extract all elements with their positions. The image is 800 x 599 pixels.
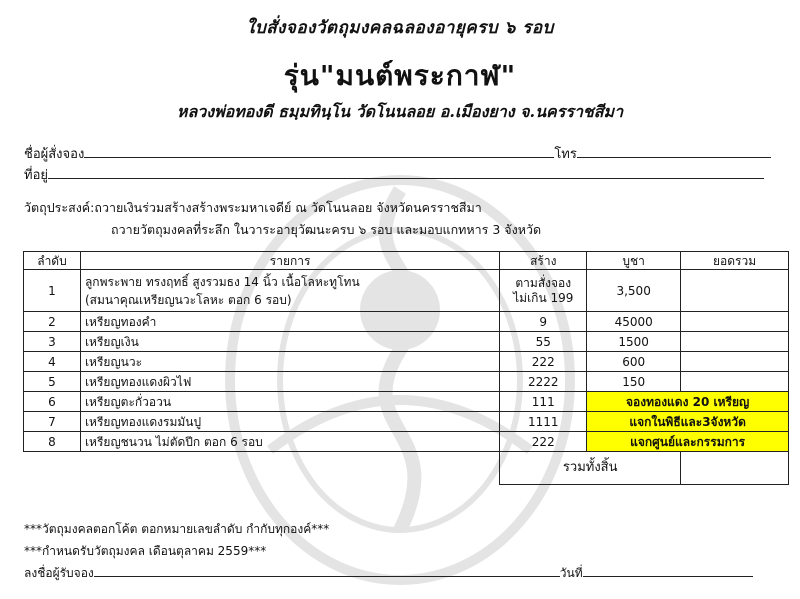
address-field[interactable] bbox=[48, 165, 764, 179]
signature-field[interactable] bbox=[94, 563, 560, 577]
purpose-line-2: ถวายวัตถุมงคลที่ระลึก ในวาระอายุวัฒนะครบ ๖ รอบ และมอบแกทหาร 3 จังหวัด bbox=[111, 222, 542, 237]
header-made: สร้าง bbox=[500, 252, 587, 270]
row-made: 55 bbox=[500, 332, 587, 352]
row-item-line1: ลูกพระพาย ทรงฤทธิ์ สูงรวมธง 14 นิ้ว เนื้อโลหะทูโทน bbox=[84, 274, 360, 289]
form-title: ใบสั่งจองวัตถุมงคลฉลองอายุครบ ๖ รอบ bbox=[246, 18, 554, 38]
row-no: 3 bbox=[24, 332, 81, 352]
table-row bbox=[24, 270, 789, 312]
blank-cell bbox=[80, 452, 499, 485]
row-no: 1 bbox=[24, 270, 81, 312]
row-made: 111 bbox=[500, 392, 587, 412]
row-no: 6 bbox=[24, 392, 81, 412]
row-made-line2: ไม่เกิน 199 bbox=[513, 290, 574, 305]
grand-total-label: รวมทั้งสิ้น bbox=[500, 452, 681, 485]
row-made: 2222 bbox=[500, 372, 587, 392]
footer-note-2: ***กำหนดรับวัตถุมงคล เดือนตุลาคม 2559*** bbox=[24, 544, 267, 558]
table-row bbox=[24, 372, 789, 392]
monk-temple-line: หลวงพ่อทองดี ธมฺมทินฺโน วัดโนนลอย อ.เมืองยาง จ.นครราชสีมา bbox=[176, 102, 624, 121]
phone-label: โทร bbox=[554, 147, 577, 162]
signature-row bbox=[24, 563, 753, 583]
header-no: ลำดับ bbox=[24, 252, 81, 270]
row-item: เหรียญชนวน ไม่ตัดปีก ตอก 6 รอบ bbox=[80, 432, 499, 452]
row-no: 2 bbox=[24, 312, 81, 332]
phone-field[interactable] bbox=[577, 144, 771, 158]
row-no: 5 bbox=[24, 372, 81, 392]
table-row bbox=[24, 432, 789, 452]
date-field[interactable] bbox=[583, 563, 753, 577]
row-note-highlight: จองทองแดง 20 เหรียญ bbox=[587, 392, 789, 412]
row-price: 600 bbox=[587, 352, 681, 372]
row-price: 1500 bbox=[587, 332, 681, 352]
grand-total-cell[interactable] bbox=[681, 452, 789, 485]
row-total-cell[interactable] bbox=[681, 312, 789, 332]
row-made: 9 bbox=[500, 312, 587, 332]
header-item: รายการ bbox=[80, 252, 499, 270]
row-item: เหรียญทองแดงผิวไฟ bbox=[80, 372, 499, 392]
table-row bbox=[24, 412, 789, 432]
row-made: 1111 bbox=[500, 412, 587, 432]
header-price: บูชา bbox=[587, 252, 681, 270]
table-row bbox=[24, 392, 789, 412]
row-price: 150 bbox=[587, 372, 681, 392]
row-no: 4 bbox=[24, 352, 81, 372]
row-total-cell[interactable] bbox=[681, 270, 789, 312]
row-no: 7 bbox=[24, 412, 81, 432]
orderer-row bbox=[24, 143, 771, 164]
row-item: เหรียญทองแดงรมมันปู bbox=[80, 412, 499, 432]
address-label: ที่อยู่ bbox=[24, 168, 48, 183]
row-made bbox=[500, 270, 587, 312]
row-item bbox=[80, 270, 499, 312]
row-note-highlight: แจกในพิธีและ3จังหวัด bbox=[587, 412, 789, 432]
row-made: 222 bbox=[500, 432, 587, 452]
row-item-line2: (สมนาคุณเหรียญนวะโลหะ ตอก 6 รอบ) bbox=[84, 292, 292, 307]
row-no: 8 bbox=[24, 432, 81, 452]
row-made: 222 bbox=[500, 352, 587, 372]
total-row bbox=[24, 452, 789, 485]
row-price: 45000 bbox=[587, 312, 681, 332]
table-row bbox=[24, 352, 789, 372]
orderer-label: ชื่อผู้สั่งจอง bbox=[24, 147, 85, 162]
row-item: เหรียญนวะ bbox=[80, 352, 499, 372]
header-total: ยอดรวม bbox=[681, 252, 789, 270]
orderer-name-field[interactable] bbox=[84, 144, 554, 158]
row-total-cell[interactable] bbox=[681, 332, 789, 352]
row-total-cell[interactable] bbox=[681, 372, 789, 392]
signature-label: ลงชื่อผู้รับจอง bbox=[24, 566, 94, 580]
order-table bbox=[23, 251, 789, 485]
table-row bbox=[24, 312, 789, 332]
row-price: 3,500 bbox=[587, 270, 681, 312]
date-label: วันที่ bbox=[559, 566, 583, 580]
footer-note-1: ***วัตถุมงคลตอกโค้ต ตอกหมายเลขลำดับ กำกับทุกองค์*** bbox=[24, 522, 330, 536]
table-row bbox=[24, 332, 789, 352]
table-header-row bbox=[24, 252, 789, 270]
row-item: เหรียญเงิน bbox=[80, 332, 499, 352]
row-item: เหรียญตะกั่วอวน bbox=[80, 392, 499, 412]
row-item: เหรียญทองคำ bbox=[80, 312, 499, 332]
address-row bbox=[24, 164, 764, 185]
row-made-line1: ตามสั่งจอง bbox=[515, 275, 572, 290]
edition-title: รุ่น"มนต์พระกาฬ" bbox=[283, 59, 517, 92]
purpose-line-1: วัตถุประสงค์:ถวายเงินร่วมสร้างสร้างพระมหาเจดีย์ ณ วัดโนนลอย จังหวัดนครราชสีมา bbox=[24, 200, 482, 215]
blank-cell bbox=[24, 452, 81, 485]
row-note-highlight: แจกศูนย์และกรรมการ bbox=[587, 432, 789, 452]
row-total-cell[interactable] bbox=[681, 352, 789, 372]
